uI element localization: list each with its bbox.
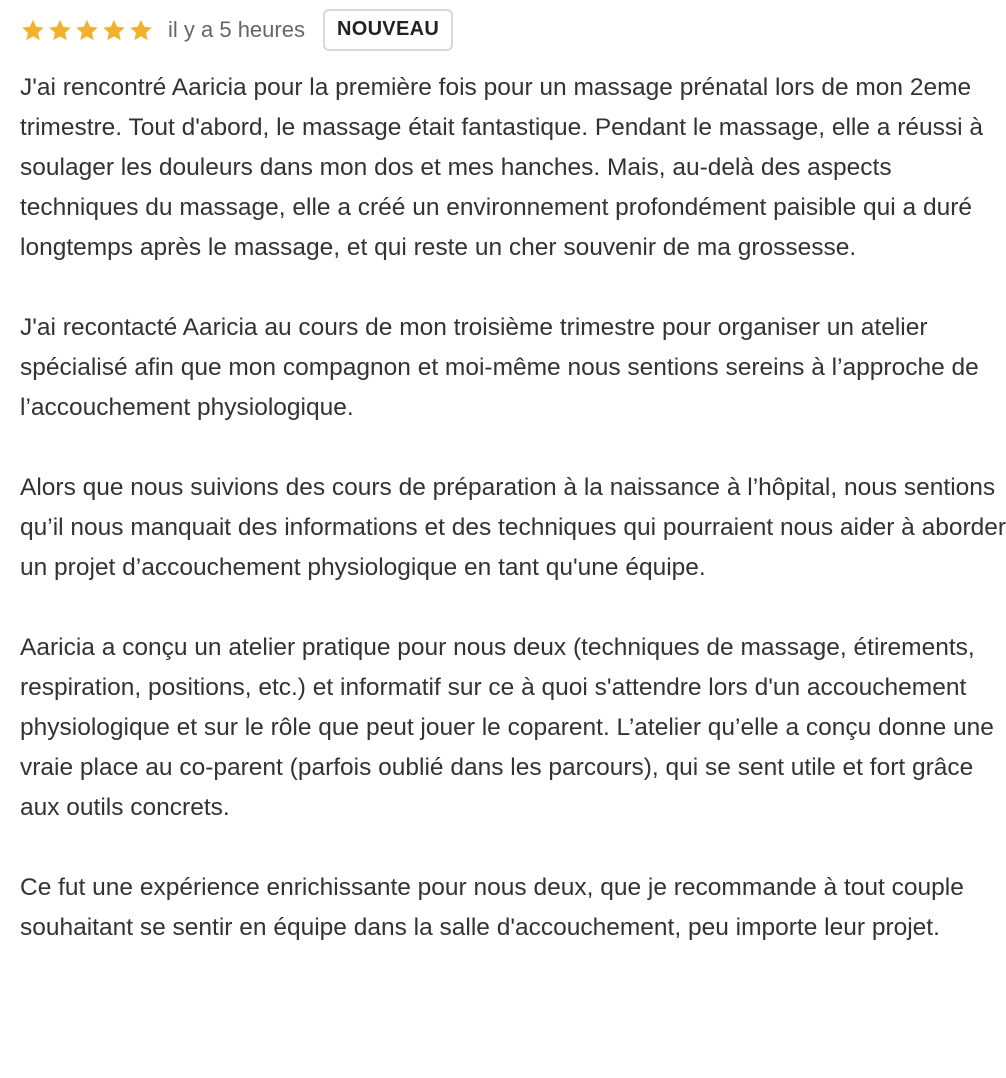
- review-body: [20, 68, 1006, 948]
- star-rating: [20, 18, 154, 43]
- review-paragraph: J'ai rencontré Aaricia pour la première fois pour un massage prénatal lors de mon 2eme trimestre. Tout d'abord, le massage était fantastique. Pendant le massage, elle a réussi à soulager les douleurs dans mon dos et mes hanches. Mais, au-delà des aspects techniques du massage, elle a créé un environnement profondément paisible qui a duré longtemps après le massage, et qui reste un cher souvenir de ma grossesse.: [20, 74, 983, 261]
- review-card: [20, 0, 1006, 948]
- review-timestamp: il y a 5 heures: [168, 17, 305, 42]
- review-header: [20, 0, 1006, 60]
- star-icon: [47, 18, 73, 43]
- new-badge: NOUVEAU: [323, 9, 453, 51]
- star-icon: [74, 18, 100, 43]
- star-icon: [128, 18, 154, 43]
- review-paragraph: Alors que nous suivions des cours de préparation à la naissance à l’hôpital, nous sentions qu’il nous manquait des informations et des techniques qui pourraient nous aider à aborder un projet d’accouchement physiologique en tant qu'une équipe.: [20, 474, 1006, 581]
- review-paragraph: J'ai recontacté Aaricia au cours de mon troisième trimestre pour organiser un atelier spécialisé afin que mon compagnon et moi-même nous sentions sereins à l’approche de l’accouchement physiologique.: [20, 314, 979, 421]
- star-icon: [20, 18, 46, 43]
- review-paragraph: Ce fut une expérience enrichissante pour nous deux, que je recommande à tout couple souhaitant se sentir en équipe dans la salle d'accouchement, peu importe leur projet.: [20, 874, 964, 941]
- star-icon: [101, 18, 127, 43]
- review-paragraph: Aaricia a conçu un atelier pratique pour nous deux (techniques de massage, étirements, respiration, positions, etc.) et informatif sur ce à quoi s'attendre lors d'un accouchement physiologique et sur le rôle que peut jouer le coparent. L’atelier qu’elle a conçu donne une vraie place au co-parent (parfois oublié dans les parcours), qui se sent utile et fort grâce aux outils concrets.: [20, 634, 994, 821]
